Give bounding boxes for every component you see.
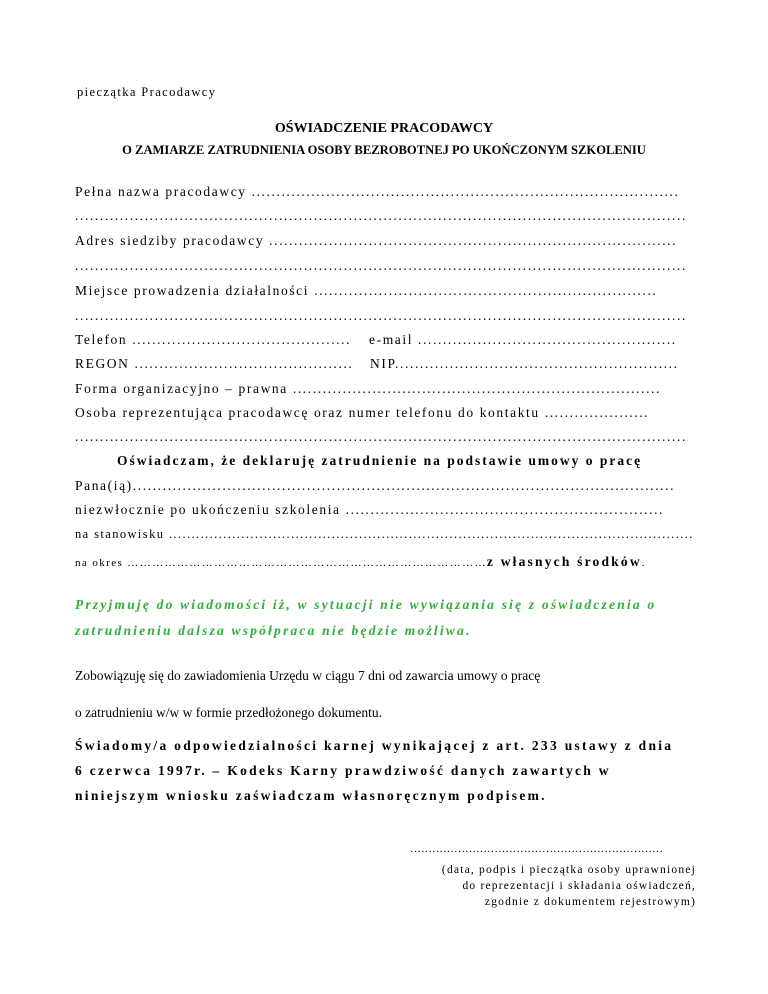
notice-line-2: zatrudnieniu dalsza współpraca nie będzie możliwa. bbox=[75, 623, 472, 638]
obligation-line-1: Zobowiązuję się do zawiadomienia Urzędu w ciągu 7 dni od zawarcia umowy o pracę bbox=[75, 668, 541, 683]
field-phone[interactable]: Telefon ............................................ bbox=[75, 332, 352, 347]
field-representative[interactable]: Osoba reprezentująca pracodawcę oraz numer telefonu do kontaktu ..................... bbox=[75, 405, 650, 420]
field-candidate[interactable]: Pana(ią)............................................................................................................. bbox=[75, 478, 676, 493]
field-nip[interactable]: NIP......................................................... bbox=[370, 356, 679, 371]
declaration-heading: Oświadczam, że deklaruję zatrudnienie na podstawie umowy o pracę bbox=[117, 453, 643, 468]
oath-line-1: Świadomy/a odpowiedzialności karnej wynikającej z art. 233 ustawy z dnia bbox=[75, 738, 674, 753]
field-regon[interactable]: REGON ............................................ bbox=[75, 356, 354, 371]
oath-line-3: niniejszym wniosku zaświadczam własnoręcznym podpisem. bbox=[75, 788, 547, 803]
document-title: OŚWIADCZENIE PRACODAWCY bbox=[274, 121, 494, 136]
field-representative-cont[interactable]: ........................................................................................................................... bbox=[75, 429, 687, 444]
period-end: . bbox=[641, 557, 646, 569]
signature-caption-1: (data, podpis i pieczątka osoby uprawnionej bbox=[441, 864, 696, 876]
field-place-cont[interactable]: ........................................................................................................................... bbox=[75, 308, 687, 323]
field-period[interactable] bbox=[75, 553, 646, 571]
field-place[interactable]: Miejsce prowadzenia działalności ..................................................................... bbox=[75, 283, 658, 298]
period-prefix: na okres …………………………………………………………………………… bbox=[75, 557, 487, 569]
signature-caption-3: zgodnie z dokumentem rejestrowym) bbox=[484, 896, 696, 908]
field-address-cont[interactable]: ........................................................................................................................... bbox=[75, 258, 687, 273]
signature-caption-2: do reprezentacji i składania oświadczeń, bbox=[462, 880, 696, 892]
oath-line-2: 6 czerwca 1997r. – Kodeks Karny prawdziwość danych zawartych w bbox=[75, 763, 611, 778]
stamp-label: pieczątka Pracodawcy bbox=[77, 85, 217, 99]
field-after-training[interactable]: niezwłocznie po ukończeniu szkolenia ................................................................ bbox=[75, 502, 665, 517]
document-subtitle: O ZAMIARZE ZATRUDNIENIA OSOBY BEZROBOTNEJ PO UKOŃCZONYM SZKOLENIU bbox=[122, 143, 646, 157]
field-org-form[interactable]: Forma organizacyjno – prawna .......................................................................... bbox=[75, 381, 661, 396]
field-full-name-cont[interactable]: ........................................................................................................................... bbox=[75, 208, 687, 223]
signature-line[interactable]: …………………………………………………………… bbox=[410, 843, 663, 855]
field-full-name[interactable]: Pełna nazwa pracodawcy ...................................................................................... bbox=[75, 184, 680, 199]
obligation-line-2: o zatrudnieniu w/w w formie przedłożonego dokumentu. bbox=[75, 705, 383, 720]
notice-line-1: Przyjmuję do wiadomości iż, w sytuacji nie wywiązania się z oświadczenia o bbox=[75, 597, 657, 612]
field-address[interactable]: Adres siedziby pracodawcy .................................................................................. bbox=[75, 233, 678, 248]
field-email[interactable]: e-mail .................................................... bbox=[369, 332, 677, 347]
field-position[interactable]: na stanowisku .................................................................................................................... bbox=[75, 527, 694, 541]
period-suffix: z własnych środków bbox=[486, 554, 642, 569]
